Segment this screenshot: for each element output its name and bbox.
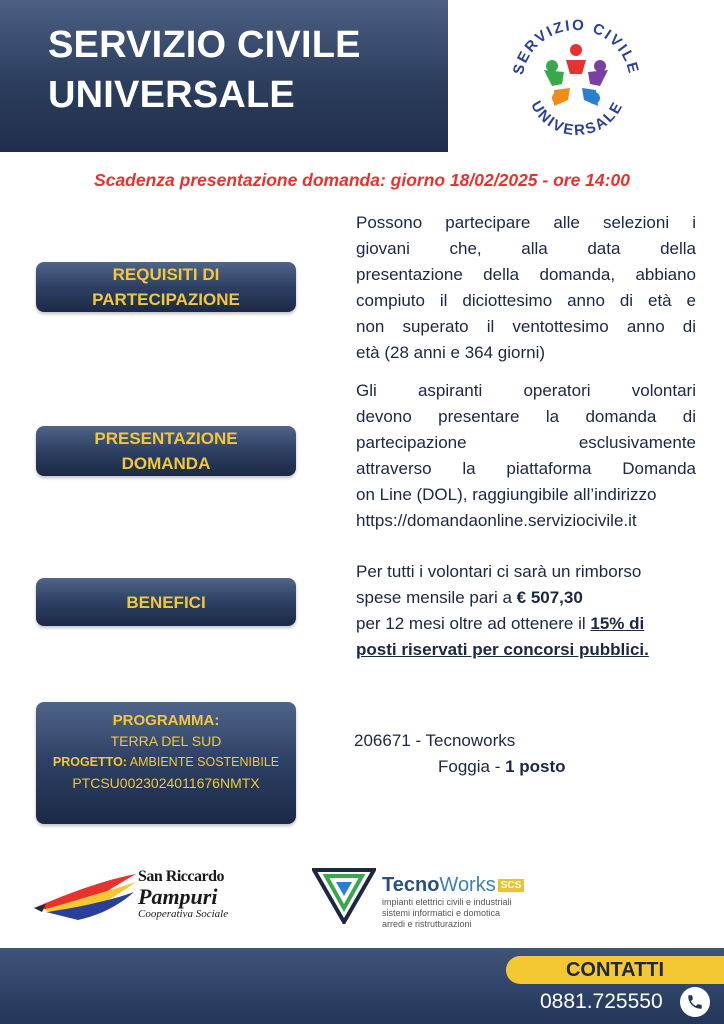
- san-riccardo-line1: San Riccardo: [138, 868, 224, 885]
- tecno-sub: sistemi informatici e domotica: [382, 908, 501, 918]
- header-banner: [0, 0, 448, 152]
- benefici-label: [36, 578, 296, 626]
- tecno-brand-b: Works: [439, 874, 496, 896]
- benefici-label-text: BENEFICI: [126, 592, 206, 612]
- presentazione-text: [356, 378, 696, 534]
- star-people-icon: [544, 44, 608, 106]
- servizio-civile-logo: [508, 12, 644, 152]
- san-riccardo-logo: [138, 868, 228, 920]
- tecno-sub: arredi e ristrutturazioni: [382, 919, 472, 929]
- programma-box: [36, 702, 296, 824]
- rimborso-amount: € 507,30: [516, 588, 583, 607]
- progetto-label: PROGETTO:: [52, 755, 127, 769]
- requisiti-line: Possono partecipare alle selezioni i: [356, 213, 696, 232]
- sede-city: [438, 757, 566, 777]
- presentazione-label-line1: PRESENTAZIONE: [94, 429, 238, 448]
- tecnoworks-logo: [382, 874, 524, 930]
- requisiti-line: compiuto il diciottesimo anno di età e: [356, 291, 696, 310]
- posti-riservati-highlight: posti riservati per concorsi pubblici.: [356, 640, 649, 659]
- benefici-line: [356, 585, 696, 611]
- san-riccardo-line2: Pampuri: [138, 884, 218, 909]
- progetto-name: AMBIENTE SOSTENIBILE: [129, 755, 280, 769]
- presentazione-line: on Line (DOL), raggiungibile all’indirizzo: [356, 485, 657, 504]
- programma-name: TERRA DEL SUD: [110, 733, 222, 749]
- presentazione-line: partecipazione esclusivamente: [356, 433, 696, 452]
- requisiti-text: [356, 210, 696, 366]
- sede-city-name: Foggia -: [438, 757, 506, 776]
- tecno-scs-badge: SCS: [498, 879, 525, 892]
- page-title-line1: SERVIZIO CIVILE: [48, 24, 361, 66]
- presentazione-line: devono presentare la domanda di: [356, 407, 696, 426]
- contatti-label: CONTATTI: [506, 956, 724, 984]
- presentazione-line: attraverso la piattaforma Domanda: [356, 459, 696, 478]
- requisiti-line: giovani che, alla data della: [356, 239, 696, 258]
- san-riccardo-line3: Cooperativa Sociale: [138, 908, 229, 920]
- percent-highlight: 15% di: [590, 614, 645, 633]
- requisiti-label-line2: PARTECIPAZIONE: [92, 290, 240, 309]
- tecnoworks-triangle-icon: [312, 866, 376, 924]
- phone-number[interactable]: 0881.725550: [540, 990, 663, 1013]
- benefici-text: [356, 559, 696, 663]
- benefici-line: [356, 611, 696, 637]
- sede-posti: 1 posto: [505, 757, 566, 776]
- benefici-text-part: per 12 mesi oltre ad ottenere il: [356, 614, 591, 633]
- programma-code: PTCSU0023024011676NMTX: [72, 775, 260, 791]
- page-title-line2: UNIVERSALE: [48, 74, 295, 116]
- progetto-row: [36, 752, 296, 773]
- presentazione-line: Gli aspiranti operatori volontari: [356, 381, 696, 400]
- requisiti-line: non superato il ventottesimo anno di: [356, 317, 696, 336]
- requisiti-label-line1: REQUISITI DI: [112, 265, 220, 284]
- presentazione-label: [36, 426, 296, 476]
- tecno-brand-a: Tecno: [382, 874, 440, 896]
- benefici-line: Per tutti i volontari ci sarà un rimborso: [356, 562, 642, 581]
- phone-icon[interactable]: [680, 987, 710, 1017]
- programma-label: PROGRAMMA:: [112, 712, 220, 729]
- requisiti-line: età (28 anni e 364 giorni): [356, 343, 546, 362]
- tecno-sub: impianti elettrici civili e industriali: [382, 897, 512, 907]
- logo-text-bottom: UNIVERSALE: [527, 98, 627, 140]
- requisiti-label: [36, 262, 296, 312]
- logo-text-top: SERVIZIO CIVILE: [509, 16, 643, 77]
- sede-code: 206671 - Tecnoworks: [354, 731, 516, 750]
- presentazione-label-line2: DOMANDA: [121, 454, 211, 473]
- presentazione-link[interactable]: https://domandaonline.serviziocivile.it: [356, 511, 637, 530]
- svg-text:UNIVERSALE: [527, 98, 627, 139]
- benefici-text-part: spese mensile pari a: [356, 588, 517, 607]
- deadline-notice: Scadenza presentazione domanda: giorno 18/02/2025 - ore 14:00: [94, 170, 630, 190]
- requisiti-line: presentazione della domanda, abbiano: [356, 265, 696, 284]
